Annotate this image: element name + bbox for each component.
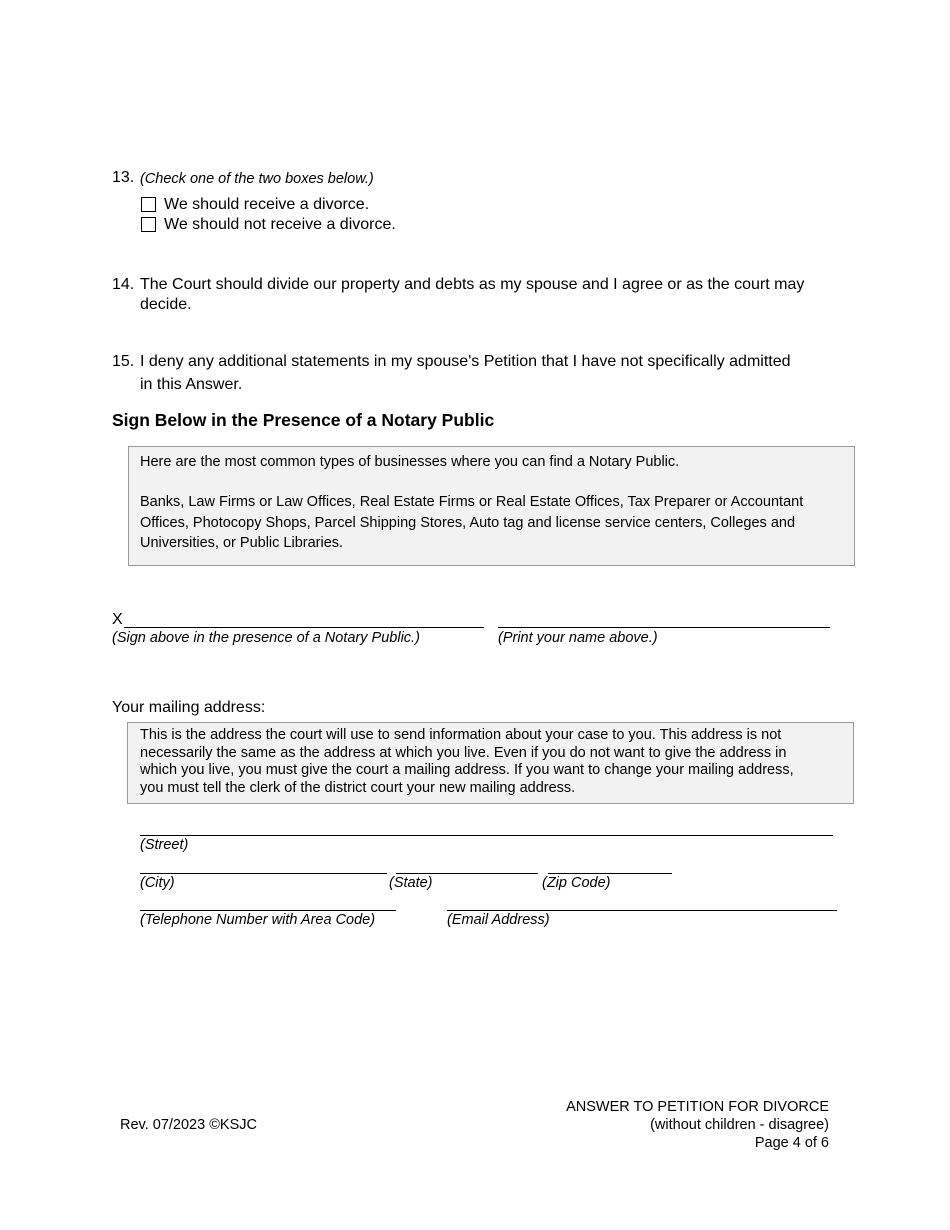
mailing-address-title: Your mailing address:: [112, 699, 266, 716]
item-13-number: 13.: [112, 169, 135, 186]
signature-x-mark: X: [112, 611, 123, 628]
signature-label: (Sign above in the presence of a Notary Public.): [112, 630, 420, 646]
footer-doc-title: ANSWER TO PETITION FOR DIVORCE: [566, 1099, 829, 1115]
footer-document-info: [566, 1098, 829, 1152]
notary-list-line: Offices, Photocopy Shops, Parcel Shipping Stores, Auto tag and license service centers, Colleges and: [140, 514, 796, 531]
item-13-instruction: (Check one of the two boxes below.): [140, 171, 374, 187]
city-label: (City): [140, 875, 175, 891]
email-line[interactable]: [447, 910, 837, 911]
street-label: (Street): [140, 837, 189, 853]
note-line: you must tell the clerk of the district court your new mailing address.: [140, 779, 576, 796]
note-line: necessarily the same as the address at which you live. Even if you do not want to give the address in: [140, 744, 787, 761]
item-14-number: 14.: [112, 276, 135, 293]
note-line: which you live, you must give the court a mailing address. If you want to change your mailing address,: [140, 762, 794, 778]
receive-divorce-label: We should receive a divorce.: [164, 196, 370, 213]
notary-heading: Sign Below in the Presence of a Notary Public: [112, 410, 495, 430]
receive-divorce-checkbox[interactable]: [141, 197, 156, 212]
printed-name-label: (Print your name above.): [498, 630, 658, 646]
notary-info-list: [140, 492, 803, 554]
item-14-line2: decide.: [140, 296, 192, 313]
notary-info-intro: Here are the most common types of businesses where you can find a Notary Public.: [140, 454, 680, 470]
phone-label: (Telephone Number with Area Code): [140, 912, 376, 928]
notary-info-box: [128, 446, 855, 566]
not-receive-divorce-label: We should not receive a divorce.: [164, 216, 396, 233]
city-line[interactable]: [140, 873, 387, 874]
mailing-address-note: [140, 727, 794, 797]
footer-page-number: Page 4 of 6: [754, 1135, 829, 1151]
street-line[interactable]: [140, 835, 833, 836]
footer-revision: Rev. 07/2023 ©KSJC: [120, 1117, 257, 1133]
note-line: This is the address the court will use to send information about your case to you. This address is not: [140, 727, 782, 743]
item-15-line2: in this Answer.: [140, 376, 243, 393]
notary-list-line: Universities, or Public Libraries.: [140, 535, 344, 551]
zip-line[interactable]: [548, 873, 672, 874]
state-line[interactable]: [396, 873, 538, 874]
notary-list-line: Banks, Law Firms or Law Offices, Real Estate Firms or Real Estate Offices, Tax Preparer or Accountant: [140, 494, 804, 510]
mailing-address-note-box: [127, 722, 854, 804]
footer-doc-subtitle: (without children - disagree): [650, 1117, 829, 1133]
signature-line[interactable]: [124, 627, 484, 628]
item-15-number: 15.: [112, 353, 135, 370]
item-14-line1: The Court should divide our property and debts as my spouse and I agree or as the court may: [140, 276, 805, 293]
printed-name-line[interactable]: [498, 627, 830, 628]
email-label: (Email Address): [447, 912, 550, 928]
not-receive-divorce-checkbox[interactable]: [141, 217, 156, 232]
item-15-line1: I deny any additional statements in my spouse's Petition that I have not specifically admitted: [140, 353, 791, 370]
zip-label: (Zip Code): [542, 875, 611, 891]
phone-line[interactable]: [140, 910, 396, 911]
state-label: (State): [389, 875, 433, 891]
